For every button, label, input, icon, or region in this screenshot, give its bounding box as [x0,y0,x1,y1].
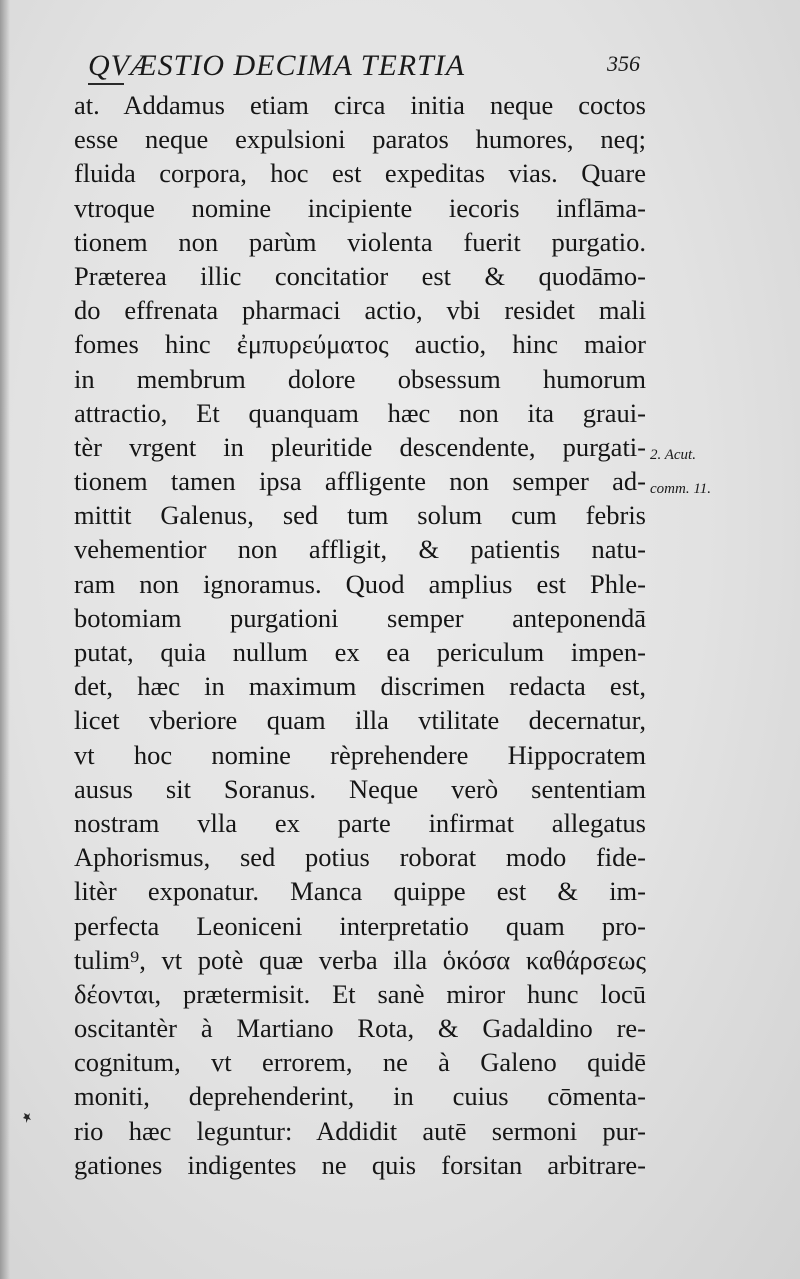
margin-note-line: 2. Acut. [650,447,696,463]
ink-speck-icon [22,1112,32,1124]
text-line: gationes indigentes ne quis forsitan arbitrare- [74,1149,646,1180]
text-line: ram non ignoramus. Quod amplius est Phle- [74,568,646,599]
text-line: botomiam purgationi semper anteponendā [74,602,646,633]
text-line: tionem tamen ipsa affligente non semper ad- [74,466,646,497]
running-head [88,47,640,87]
text-line: δέονται, prætermisit. Et sanè miror hunc locū [74,978,646,1009]
text-line: fomes hinc ἐμπυρεύματος auctio, hinc maior [74,329,646,360]
text-line: licet vberiore quam illa vtilitate decernatur, [74,705,646,736]
text-line: Aphorismus, sed potius roborat modo fide- [74,842,646,873]
text-line: Præterea illic concitatior est & quodāmo- [74,260,646,291]
text-line: vtroque nomine incipiente iecoris inflāma- [74,192,646,223]
running-head-title: QVÆSTIO DECIMA TERTIA [88,49,466,82]
page-number: 356 [607,51,640,76]
text-line: attractio, Et quanquam hæc non ita graui- [74,397,646,428]
text-line: do effrenata pharmaci actio, vbi residet mali [74,295,646,326]
text-line: fluida corpora, hoc est expeditas vias. Quare [74,158,646,189]
text-line: det, hæc in maximum discrimen redacta est, [74,671,646,702]
text-line: cognitum, vt errorem, ne à Galeno quidē [74,1047,646,1078]
text-line: in membrum dolore obsessum humorum [74,363,646,394]
body-text [74,88,646,1182]
text-line: mittit Galenus, sed tum solum cum febris [74,500,646,531]
running-head-underline [88,83,124,85]
text-line: tionem non parùm violenta fuerit purgatio. [74,226,646,257]
page-edge-shadow [0,0,10,1279]
text-line: oscitantèr à Martiano Rota, & Gadaldino re- [74,1013,646,1044]
text-line: esse neque expulsioni paratos humores, neq; [74,124,646,155]
text-line: moniti, deprehenderint, in cuius cōmenta- [74,1081,646,1112]
text-line: at. Addamus etiam circa initia neque coctos [74,90,646,120]
text-line: perfecta Leoniceni interpretatio quam pro- [74,910,646,941]
text-line: vt hoc nomine rèprehendere Hippocratem [74,739,646,770]
text-line: nostram vlla ex parte infirmat allegatus [74,807,646,838]
text-line: litèr exponatur. Manca quippe est & im- [74,876,646,907]
text-line: vehementior non affligit, & patientis natu- [74,534,646,565]
text-line: ausus sit Soranus. Neque verò sententiam [74,773,646,804]
margin-note-line: comm. 11. [650,481,711,497]
text-line: rio hæc leguntur: Addidit autē sermoni pur- [74,1115,646,1146]
text-line: tèr vrgent in pleuritide descendente, purgati- [74,431,646,462]
text-line: putat, quia nullum ex ea periculum impen- [74,637,646,667]
margin-note [650,438,790,506]
text-line: tulim⁹, vt potè quæ verba illa ὁκόσα καθάρσεως [74,944,646,975]
